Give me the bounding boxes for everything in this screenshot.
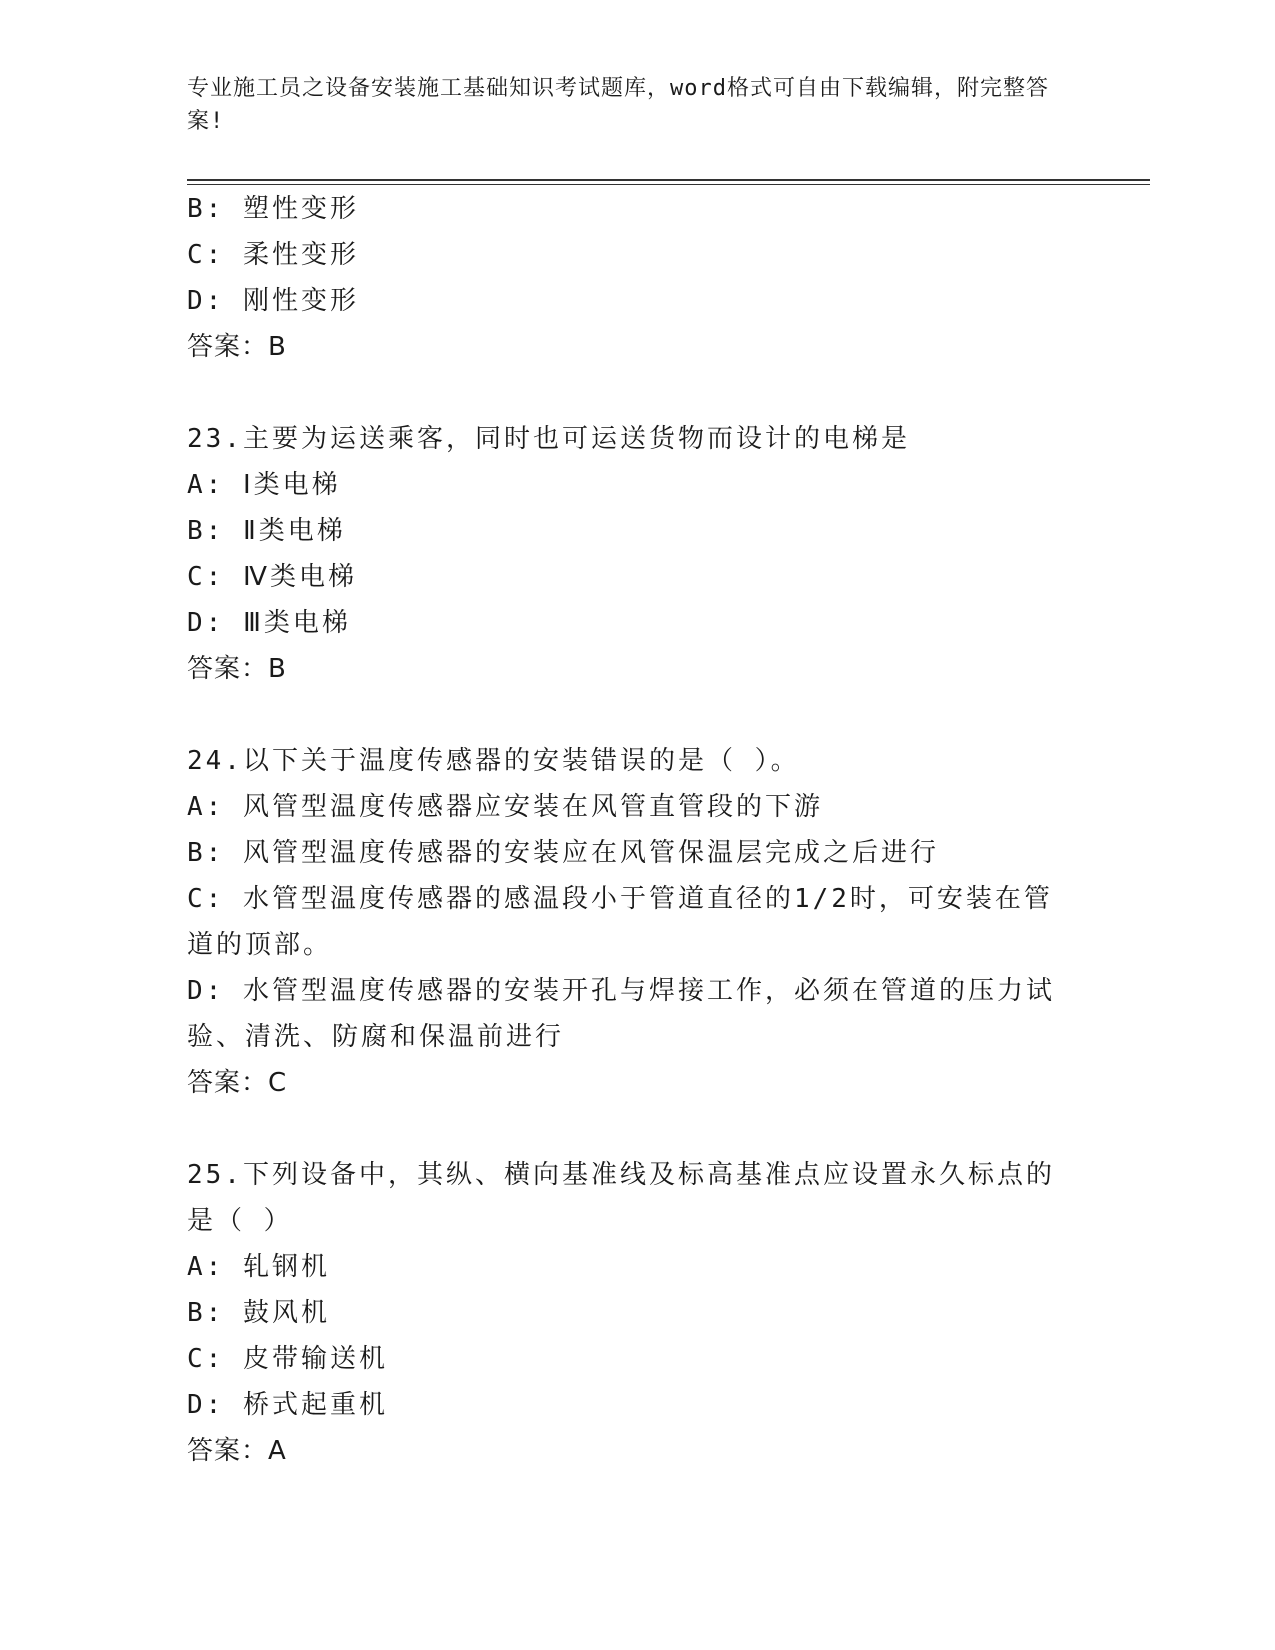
question-25: [187, 1152, 1087, 1474]
option-a: A: 轧钢机: [187, 1252, 330, 1282]
option-c: C: 水管型温度传感器的感温段小于管道直径的1/2时，可安装在管道的顶部。: [187, 884, 1053, 960]
header-rule-thin: [187, 184, 1150, 185]
option-d: D: 刚性变形: [187, 286, 359, 316]
question-24: [187, 738, 1087, 1106]
answer-line: 答案：A: [187, 1436, 287, 1466]
answer-line: 答案：B: [187, 332, 287, 362]
option-b: B: 鼓风机: [187, 1298, 330, 1328]
question-list: [187, 186, 1087, 1474]
document-header: 专业施工员之设备安装施工基础知识考试题库，word格式可自由下载编辑，附完整答案!: [187, 76, 1049, 134]
option-a: A: Ⅰ类电梯: [187, 470, 341, 500]
answer-line: 答案：B: [187, 654, 287, 684]
option-b: B: Ⅱ类电梯: [187, 516, 346, 546]
option-d: D: Ⅲ类电梯: [187, 608, 351, 638]
question-22: [187, 186, 1087, 370]
question-text: 25.下列设备中，其纵、横向基准线及标高基准点应设置永久标点的是（ ）: [187, 1160, 1055, 1236]
option-d: D: 水管型温度传感器的安装开孔与焊接工作，必须在管道的压力试验、清洗、防腐和保温前进行: [187, 976, 1055, 1052]
option-d: D: 桥式起重机: [187, 1390, 388, 1420]
option-c: C: 皮带输送机: [187, 1344, 388, 1374]
answer-line: 答案：C: [187, 1068, 288, 1098]
option-a: A: 风管型温度传感器应安装在风管直管段的下游: [187, 792, 823, 822]
question-text: 24.以下关于温度传感器的安装错误的是（ ）。: [187, 746, 800, 776]
question-23: [187, 416, 1087, 692]
question-text: 23.主要为运送乘客，同时也可运送货物而设计的电梯是: [187, 424, 910, 454]
header-rule: [187, 179, 1150, 181]
option-c: C: Ⅳ类电梯: [187, 562, 357, 592]
option-b: B: 风管型温度传感器的安装应在风管保温层完成之后进行: [187, 838, 939, 868]
option-b: B: 塑性变形: [187, 194, 359, 224]
option-c: C: 柔性变形: [187, 240, 359, 270]
